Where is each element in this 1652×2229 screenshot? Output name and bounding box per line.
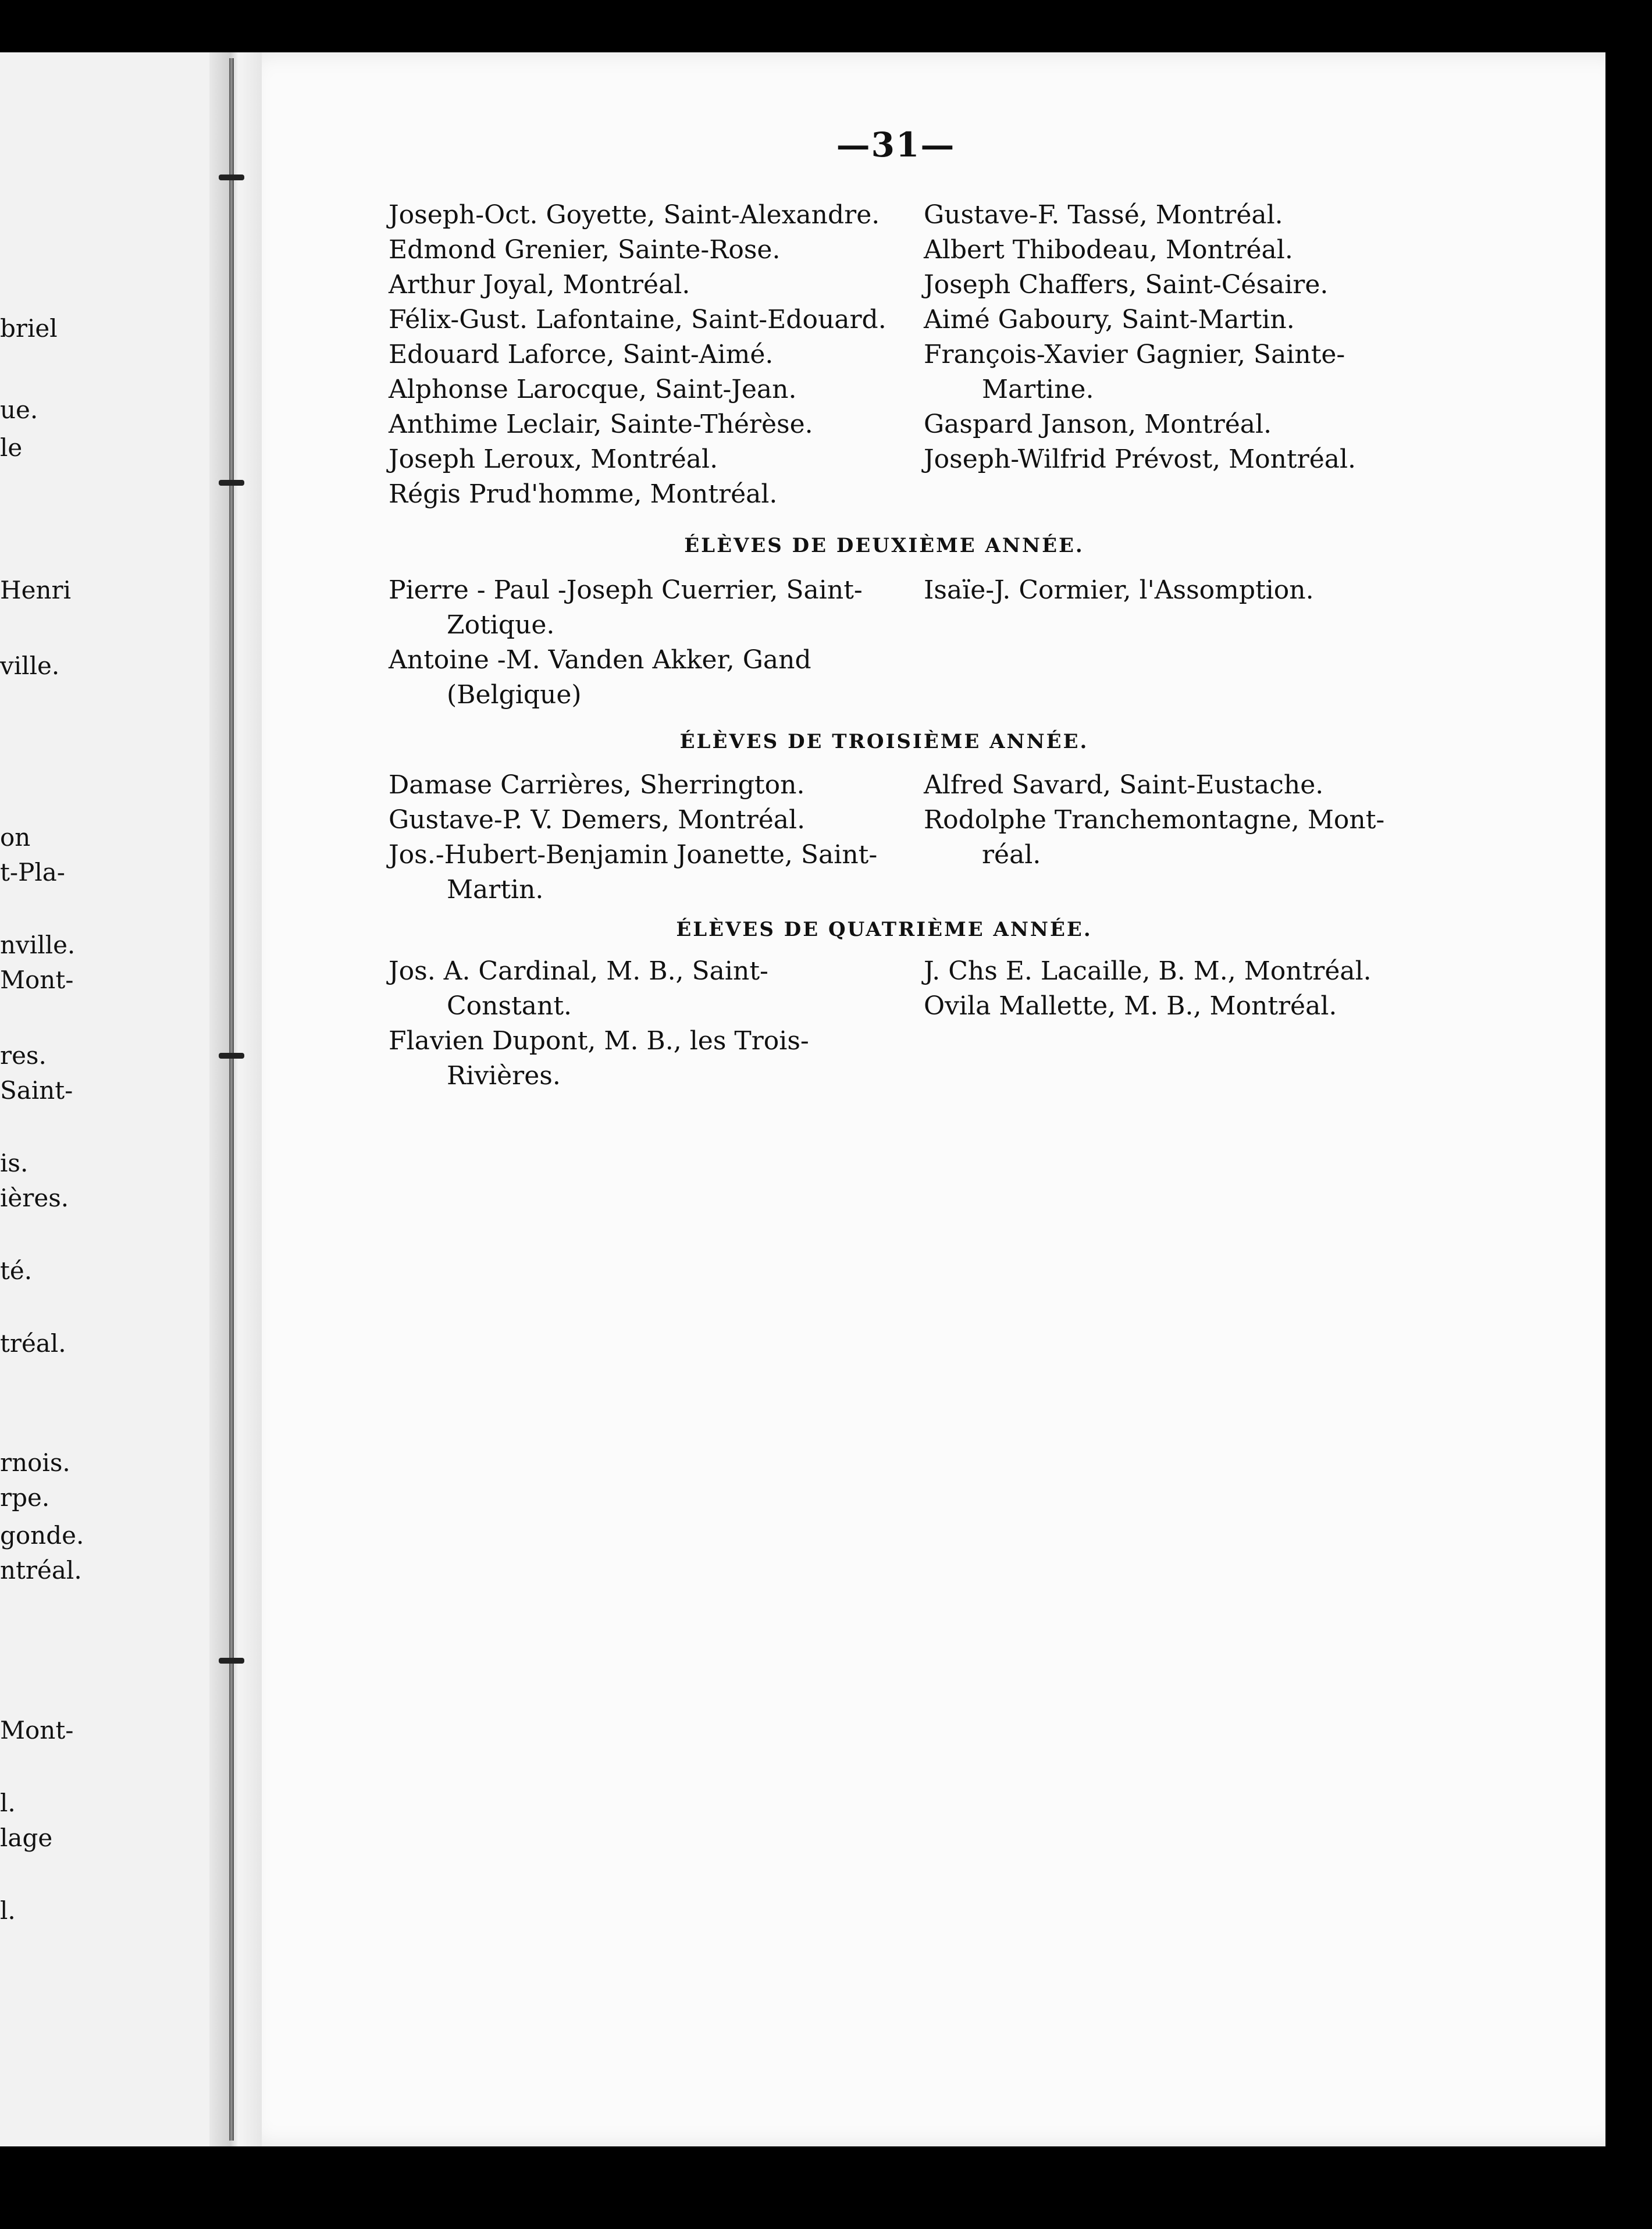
student-entry: Anthime Leclair, Sainte-Thérèse. [389, 410, 813, 439]
student-entry: Alphonse Larocque, Saint-Jean. [389, 375, 797, 404]
page-number: —31— [836, 125, 956, 165]
entry-continuation: Zotique. [447, 610, 555, 640]
binding-knot [219, 175, 244, 180]
student-entry: Damase Carrières, Sherrington. [389, 770, 805, 800]
left-page-fragment: ntréal. [0, 1556, 82, 1584]
student-entry: François-Xavier Gagnier, Sainte- [924, 340, 1345, 369]
left-page-fragment: Saint- [0, 1076, 73, 1105]
student-entry: Ovila Mallette, M. B., Montréal. [924, 991, 1337, 1021]
left-page-fragment: rnois. [0, 1448, 70, 1477]
left-page-fragment: gonde. [0, 1521, 84, 1550]
left-page-fragment: nville. [0, 931, 76, 959]
entry-continuation: Martine. [982, 375, 1094, 404]
student-entry: Edouard Laforce, Saint-Aimé. [389, 340, 774, 369]
left-page-fragment: on [0, 823, 31, 852]
student-entry: Rodolphe Tranchemontagne, Mont- [924, 805, 1385, 835]
entry-continuation: réal. [982, 840, 1041, 870]
left-page-fragment: briel [0, 314, 58, 343]
left-page-fragment: l. [0, 1789, 16, 1817]
student-entry: Gaspard Janson, Montréal. [924, 410, 1272, 439]
student-entry: Régis Prud'homme, Montréal. [389, 479, 778, 509]
student-entry: Antoine -M. Vanden Akker, Gand [389, 645, 811, 675]
section4-right-column [924, 954, 1407, 1024]
student-entry: Joseph-Wilfrid Prévost, Montréal. [924, 444, 1357, 474]
left-page-fragment: t-Pla- [0, 858, 65, 886]
left-page-fragment: Henri [0, 576, 72, 604]
section2-left-column [389, 573, 866, 713]
entry-continuation: (Belgique) [447, 680, 582, 710]
block1-left-column [389, 198, 912, 512]
student-entry: Joseph Leroux, Montréal. [389, 444, 718, 474]
section-heading-troisieme: ÉLÈVES DE TROISIÈME ANNÉE. [679, 730, 1089, 753]
binding-knot [219, 1053, 244, 1059]
left-page-fragment: ières. [0, 1184, 69, 1212]
section-heading-deuxieme: ÉLÈVES DE DEUXIÈME ANNÉE. [684, 534, 1084, 557]
student-entry: Edmond Grenier, Sainte-Rose. [389, 235, 781, 265]
student-entry: Aimé Gaboury, Saint-Martin. [924, 305, 1295, 334]
section3-left-column [389, 768, 900, 907]
student-entry: Joseph-Oct. Goyette, Saint-Alexandre. [389, 200, 880, 230]
left-page-fragment: Mont- [0, 1716, 74, 1744]
student-entry: Flavien Dupont, M. B., les Trois- [389, 1026, 809, 1056]
student-entry: Gustave-P. V. Demers, Montréal. [389, 805, 806, 835]
binding-thread [229, 58, 234, 2141]
student-entry: Alfred Savard, Saint-Eustache. [924, 770, 1324, 800]
section4-left-column [389, 954, 854, 1094]
student-entry: Joseph Chaffers, Saint-Césaire. [924, 270, 1329, 300]
book-gutter [209, 52, 262, 2146]
student-entry: Félix-Gust. Lafontaine, Saint-Edouard. [389, 305, 886, 334]
binding-knot [219, 480, 244, 486]
left-page-fragment: ue. [0, 396, 38, 424]
entry-continuation: Rivières. [447, 1061, 561, 1091]
left-page-fragment: té. [0, 1256, 33, 1285]
left-page-fragment: tréal. [0, 1329, 66, 1358]
left-page-fragment: Mont- [0, 966, 74, 994]
student-entry: Isaïe-J. Cormier, l'Assomption. [924, 575, 1314, 605]
left-page-fragment: ville. [0, 651, 60, 680]
student-entry: Pierre - Paul -Joseph Cuerrier, Saint- [389, 575, 863, 605]
student-entry: Arthur Joyal, Montréal. [389, 270, 690, 300]
section3-right-column [924, 768, 1407, 873]
left-page-fragment: res. [0, 1041, 47, 1070]
student-entry: Gustave-F. Tassé, Montréal. [924, 200, 1283, 230]
section2-right-column [924, 573, 1377, 608]
student-entry: J. Chs E. Lacaille, B. M., Montréal. [924, 956, 1372, 986]
left-page-fragment: is. [0, 1149, 29, 1177]
left-page-fragment: lage [0, 1824, 53, 1852]
binding-knot [219, 1658, 244, 1664]
student-entry: Jos. A. Cardinal, M. B., Saint- [389, 956, 768, 986]
left-page-fragment: l. [0, 1896, 16, 1925]
entry-continuation: Martin. [447, 875, 544, 905]
block1-right-column [924, 198, 1377, 477]
section-heading-quatrieme: ÉLÈVES DE QUATRIÈME ANNÉE. [676, 918, 1092, 941]
student-entry: Albert Thibodeau, Montréal. [924, 235, 1293, 265]
entry-continuation: Constant. [447, 991, 572, 1021]
left-page-fragment: rpe. [0, 1483, 50, 1512]
left-page-fragment: le [0, 433, 23, 462]
student-entry: Jos.-Hubert-Benjamin Joanette, Saint- [389, 840, 878, 870]
